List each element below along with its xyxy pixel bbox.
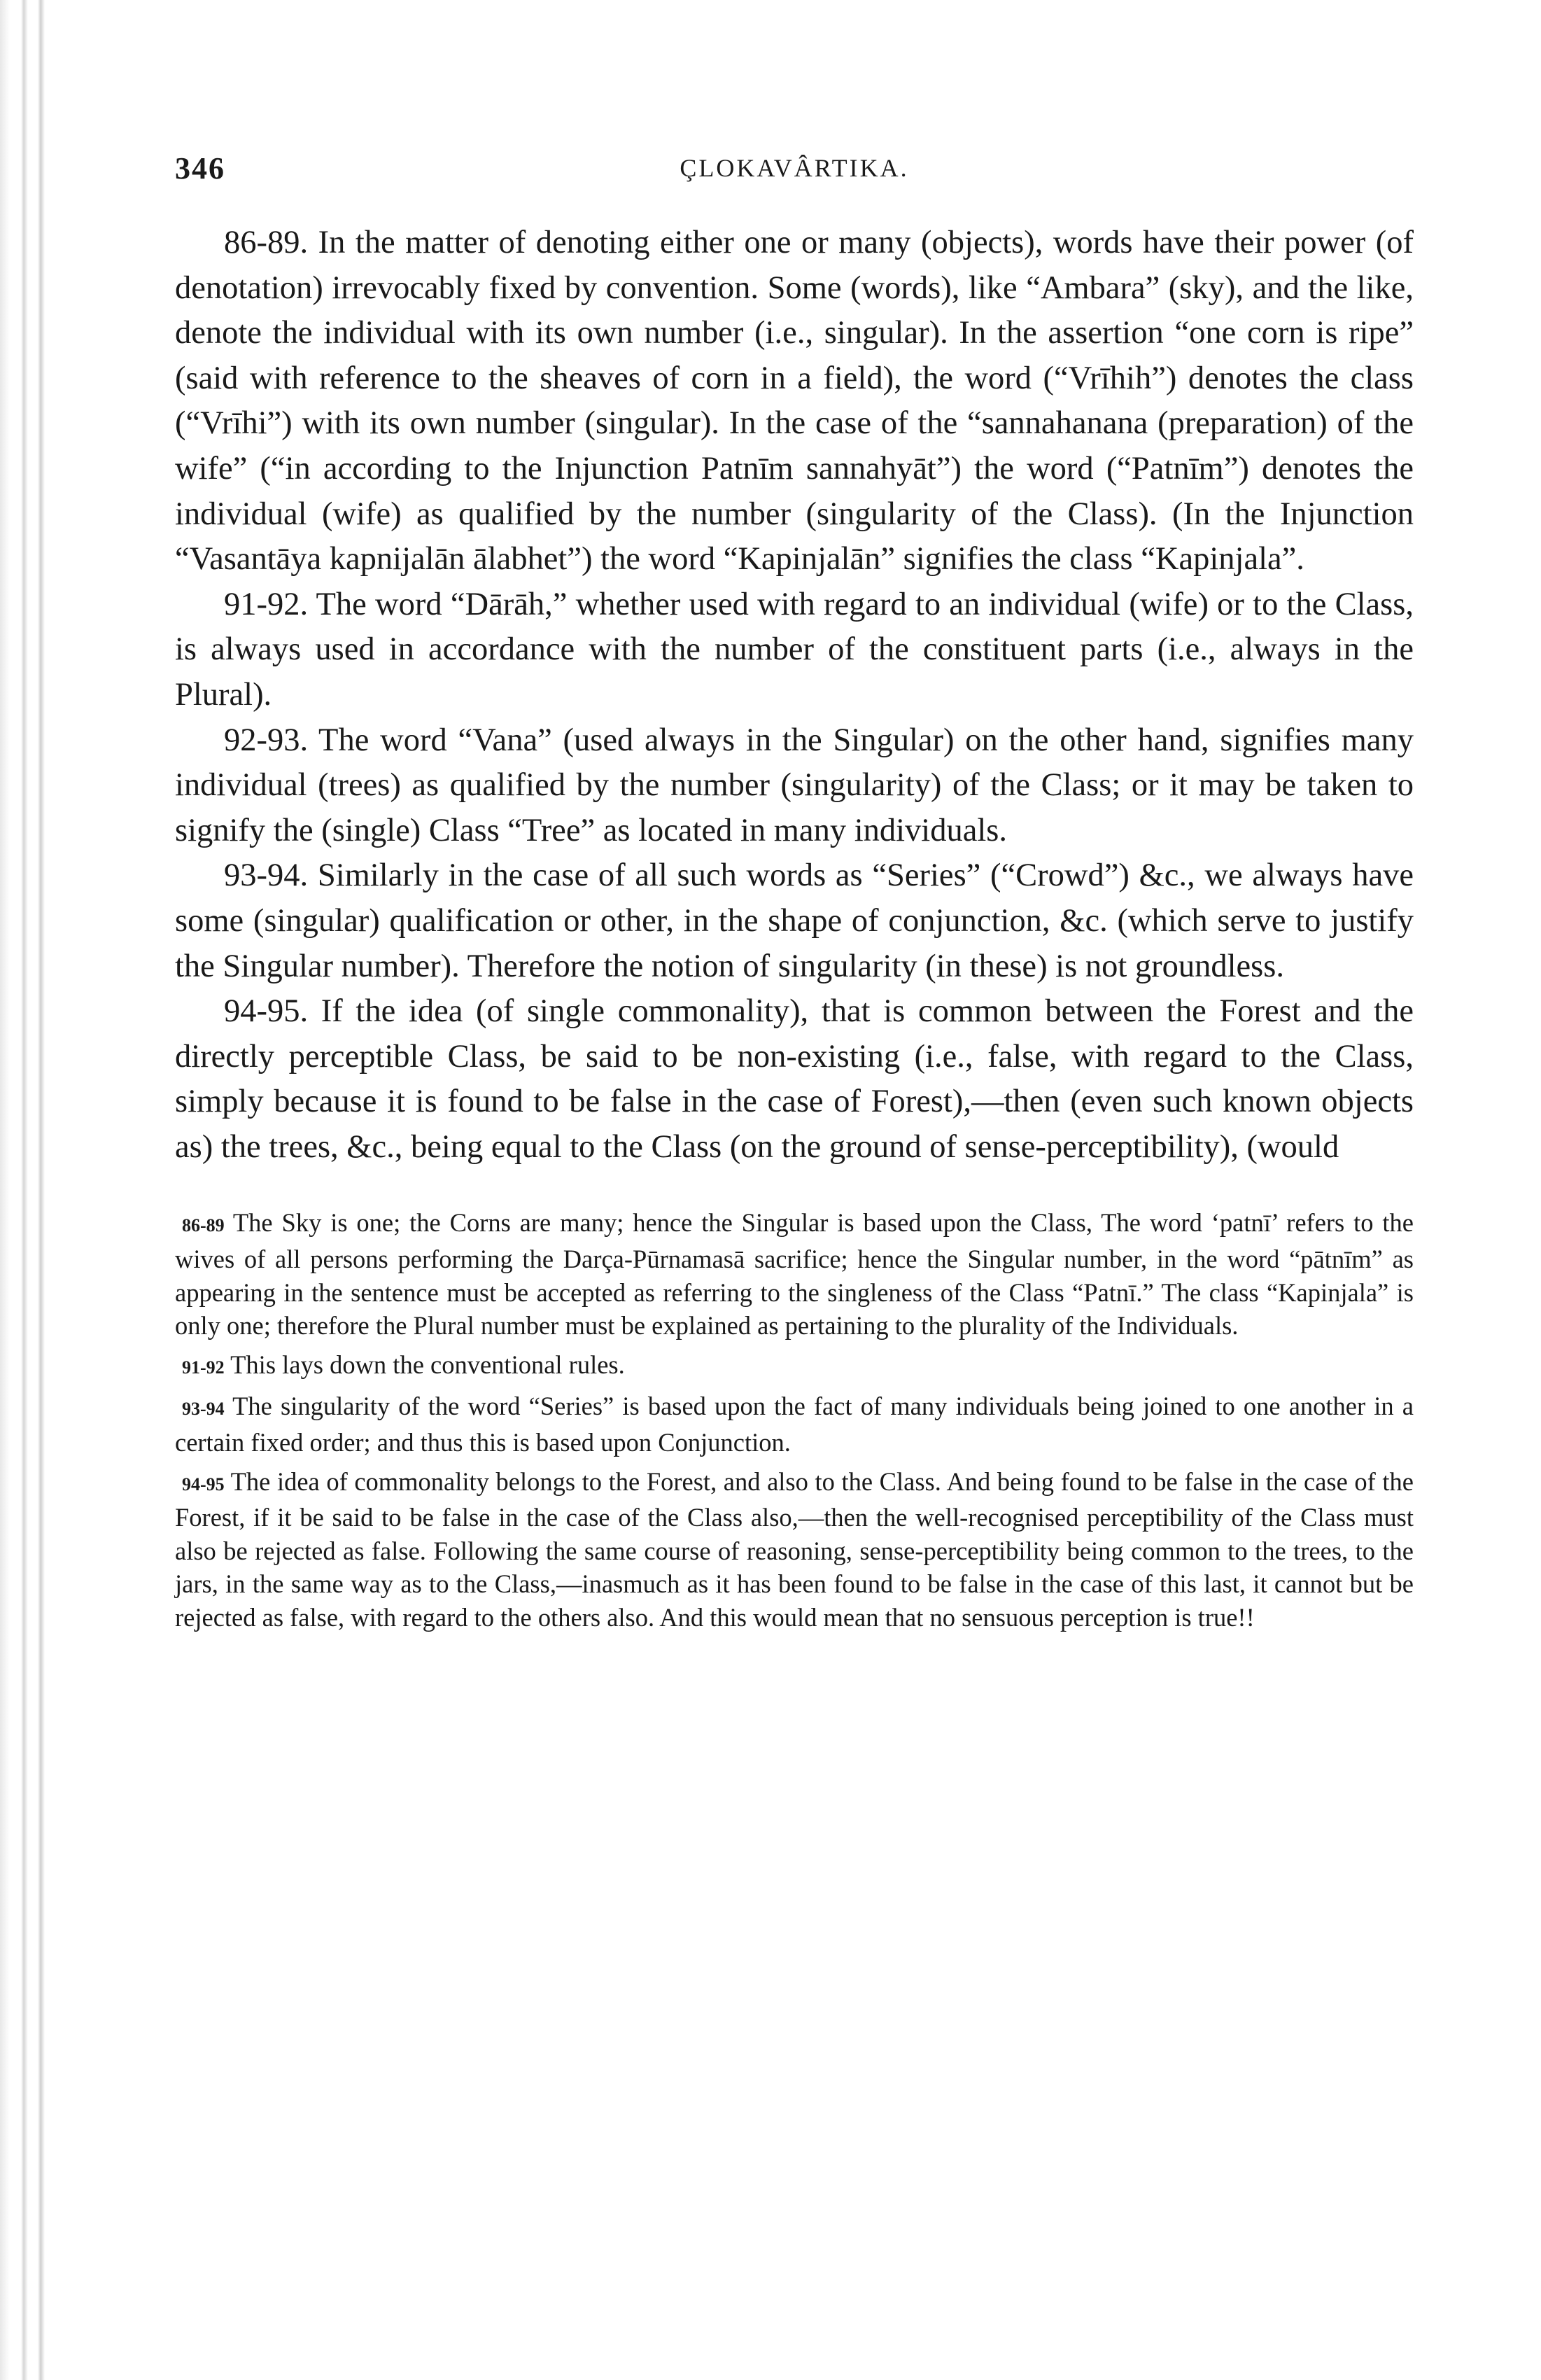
running-title: ÇLOKAVÂRTIKA. [680, 154, 909, 182]
footnote-text: The idea of commonality belongs to the Forest, and also to the Class. And being found to be false in the case of the Forest, if it be said to be false in the case of the Class also,—then the well-recognised perceptibility of the Class must also be rejected as false. Following the same course of reasoning, sense-perceptibility being common to the trees, to the jars, in the same way as to the Class,—inasmuch as it has been found to be false in the case of this last, it cannot but be rejected as false, with regard to the others also. And this would mean that no sensuous perception is true!! [175, 1466, 1414, 1632]
footnote-86-89 [175, 1206, 1414, 1342]
page [175, 150, 1414, 1634]
footnote-text: This lays down the conventional rules. [230, 1350, 625, 1379]
footnote-91-92 [175, 1348, 1414, 1385]
footnote-text: The Sky is one; the Corns are many; hence the Singular is based upon the Class, The word ‘patnī’ refers to the wives of all persons performing the Darça-Pūrnamasā sacrifice; hence the Singular number, in the word “pātnīm” as appearing in the sentence must be accepted as referring to the singleness of the Class “Patnī.” The class “Kapinjala” is only one; therefore the Plural number must be explained as pertaining to the plurality of the Individuals. [175, 1208, 1414, 1340]
footnote-number: 91-92 [182, 1357, 225, 1378]
paragraph-86-89: 86-89. In the matter of denoting either one or many (objects), words have their power (of denotation) irrevocably fixed by convention. Some (words), like “Ambara” (sky), and the like, denote the individual with its own number (i.e., singular). In the assertion “one corn is ripe” (said with reference to the sheaves of corn in a field), the word (“Vrīhih”) denotes the class (“Vrīhi”) with its own number (singular). In the case of the “sannahanana (preparation) of the wife” (“in according to the Injunction Patnīm sannahyāt”) the word (“Patnīm”) denotes the individual (wife) as qualified by the number (singularity of the Class). (In the Injunction “Vasantāya kapnijalān ālabhet”) the word “Kapinjalān” signifies the class “Kapinjala”. [175, 225, 1414, 578]
binding-edge [0, 0, 49, 2380]
paragraph-92-93: 92-93. The word “Vana” (used always in the Singular) on the other hand, signifies many individual (trees) as qualified by the number (singularity) of the Class; or it may be taken to signify the (single) Class “Tree” as located in many individuals. [175, 722, 1414, 848]
running-head [175, 150, 1414, 200]
paragraph-94-95: 94-95. If the idea (of single commonality), that is common between the Forest and the directly perceptible Class, be said to be non-existing (i.e., false, with regard to the Class, simply because it is found to be false in the case of Forest),—then (even such known objects as) the trees, &c., being equal to the Class (on the ground of sense-perceptibility), (would [175, 993, 1414, 1165]
footnote-number: 93-94 [182, 1399, 225, 1420]
footnote-text: The singularity of the word “Series” is based upon the fact of many individuals being joined to one another in a certain fixed order; and thus this is based upon Conjunction. [175, 1392, 1414, 1457]
footnotes [175, 1206, 1414, 1634]
footnote-94-95 [175, 1465, 1414, 1634]
body-text [175, 220, 1414, 1170]
footnote-number: 94-95 [182, 1474, 225, 1494]
page-number: 346 [175, 151, 225, 186]
paragraph-91-92: 91-92. The word “Dārāh,” whether used with regard to an individual (wife) or to the Class, is always used in accordance with the number of the constituent parts (i.e., always in the Plural). [175, 586, 1414, 713]
footnote-93-94 [175, 1390, 1414, 1459]
paragraph-93-94: 93-94. Similarly in the case of all such words as “Series” (“Crowd”) &c., we always have some (singular) qualification or other, in the shape of conjunction, &c. (which serve to justify the Singular number). Therefore the notion of singularity (in these) is not groundless. [175, 858, 1414, 984]
footnote-number: 86-89 [182, 1215, 225, 1236]
